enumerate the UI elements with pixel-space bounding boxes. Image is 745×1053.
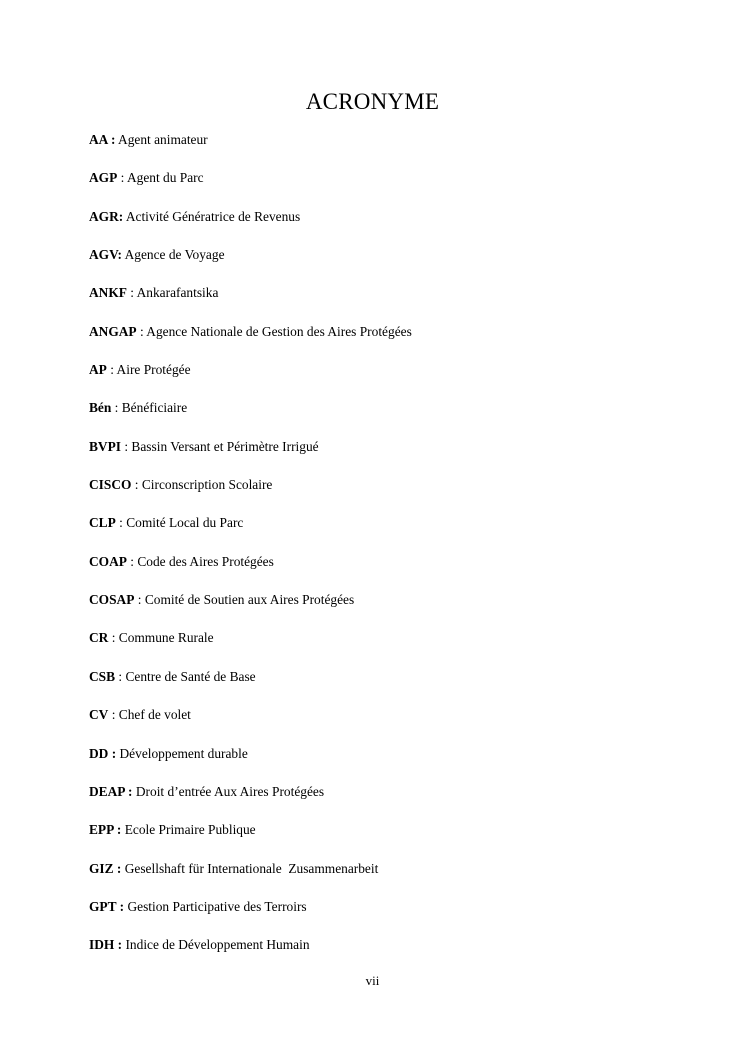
acronym-definition: Ankarafantsika: [136, 285, 219, 301]
acronym-definition: Agence de Voyage: [124, 247, 225, 263]
acronym-item: [89, 512, 412, 550]
acronym-item: [89, 666, 412, 704]
acronym-definition: Comité Local du Parc: [126, 515, 244, 531]
acronym-item: [89, 934, 412, 972]
acronym-item: [89, 436, 412, 474]
acronym-list: [89, 129, 412, 973]
acronym-abbr: GPT :: [89, 898, 125, 914]
acronym-separator: :: [131, 477, 142, 493]
acronym-item: [89, 244, 412, 282]
acronym-abbr: ANGAP: [89, 323, 137, 339]
acronym-item: [89, 551, 412, 589]
acronym-item: [89, 589, 412, 627]
acronym-item: [89, 206, 412, 244]
acronym-definition: Commune Rurale: [118, 630, 214, 646]
acronym-separator: :: [108, 630, 119, 646]
acronym-separator: :: [134, 592, 145, 608]
acronym-definition: Développement durable: [119, 745, 248, 761]
acronym-abbr: COAP: [89, 553, 127, 569]
acronym-separator: :: [115, 668, 126, 684]
acronym-abbr: CR: [89, 630, 109, 646]
acronym-abbr: AGV:: [89, 247, 122, 263]
acronym-abbr: CLP: [89, 515, 116, 531]
acronym-separator: :: [136, 323, 147, 339]
acronym-definition: Aire Protégée: [116, 362, 191, 378]
acronym-abbr: AP: [89, 362, 107, 378]
acronym-item: [89, 781, 412, 819]
acronym-definition: Bassin Versant et Périmètre Irrigué: [131, 438, 319, 454]
acronym-abbr: BVPI: [89, 438, 121, 454]
acronym-item: [89, 129, 412, 167]
acronym-item: [89, 167, 412, 205]
acronym-separator: :: [121, 438, 132, 454]
acronym-abbr: CV: [89, 707, 109, 723]
acronym-definition: Centre de Santé de Base: [125, 668, 256, 684]
acronym-item: [89, 743, 412, 781]
acronym-abbr: DD :: [89, 745, 117, 761]
acronym-separator: :: [108, 707, 119, 723]
acronym-item: [89, 321, 412, 359]
acronym-item: [89, 397, 412, 435]
acronym-abbr: DEAP :: [89, 783, 133, 799]
acronym-definition: Gesellshaft für Internationale Zusammenarbeit: [124, 860, 379, 876]
acronym-abbr: EPP :: [89, 822, 122, 838]
acronym-definition: Agence Nationale de Gestion des Aires Protégées: [146, 323, 412, 339]
acronym-definition: Comité de Soutien aux Aires Protégées: [144, 592, 355, 608]
acronym-item: [89, 858, 412, 896]
acronym-item: [89, 819, 412, 857]
acronym-abbr: COSAP: [89, 592, 135, 608]
acronym-definition: Chef de volet: [118, 707, 191, 723]
acronym-definition: Bénéficiaire: [121, 400, 188, 416]
acronym-item: [89, 627, 412, 665]
acronym-abbr: CISCO: [89, 477, 132, 493]
acronym-abbr: ANKF: [89, 285, 127, 301]
acronym-item: [89, 704, 412, 742]
acronym-definition: Agent du Parc: [126, 170, 204, 186]
acronym-definition: Circonscription Scolaire: [141, 477, 273, 493]
acronym-item: [89, 474, 412, 512]
acronym-separator: :: [126, 553, 138, 569]
acronym-definition: Droit d’entrée Aux Aires Protégées: [135, 783, 325, 799]
acronym-separator: :: [115, 515, 127, 531]
acronym-definition: Activité Génératrice de Revenus: [125, 208, 301, 224]
acronym-item: [89, 359, 412, 397]
acronym-abbr: Bén: [89, 400, 112, 416]
acronym-definition: Gestion Participative des Terroirs: [127, 898, 307, 914]
acronym-definition: Ecole Primaire Publique: [124, 822, 256, 838]
acronym-separator: :: [126, 285, 137, 301]
page-title: ACRONYME: [305, 89, 440, 114]
acronym-abbr: IDH :: [89, 937, 123, 953]
acronym-item: [89, 896, 412, 934]
acronym-abbr: AGP: [89, 170, 118, 186]
acronym-abbr: GIZ :: [89, 860, 122, 876]
acronym-definition: Indice de Développement Humain: [125, 937, 310, 953]
acronym-separator: :: [106, 362, 117, 378]
acronym-abbr: CSB: [89, 668, 116, 684]
acronym-separator: :: [117, 170, 127, 186]
acronym-abbr: AA :: [89, 132, 116, 147]
page-number: vii: [365, 973, 380, 988]
acronym-definition: Code des Aires Protégées: [137, 553, 274, 569]
acronym-abbr: AGR:: [89, 208, 124, 224]
acronym-item: [89, 282, 412, 320]
acronym-separator: :: [111, 400, 122, 416]
acronym-definition: Agent animateur: [118, 132, 208, 147]
